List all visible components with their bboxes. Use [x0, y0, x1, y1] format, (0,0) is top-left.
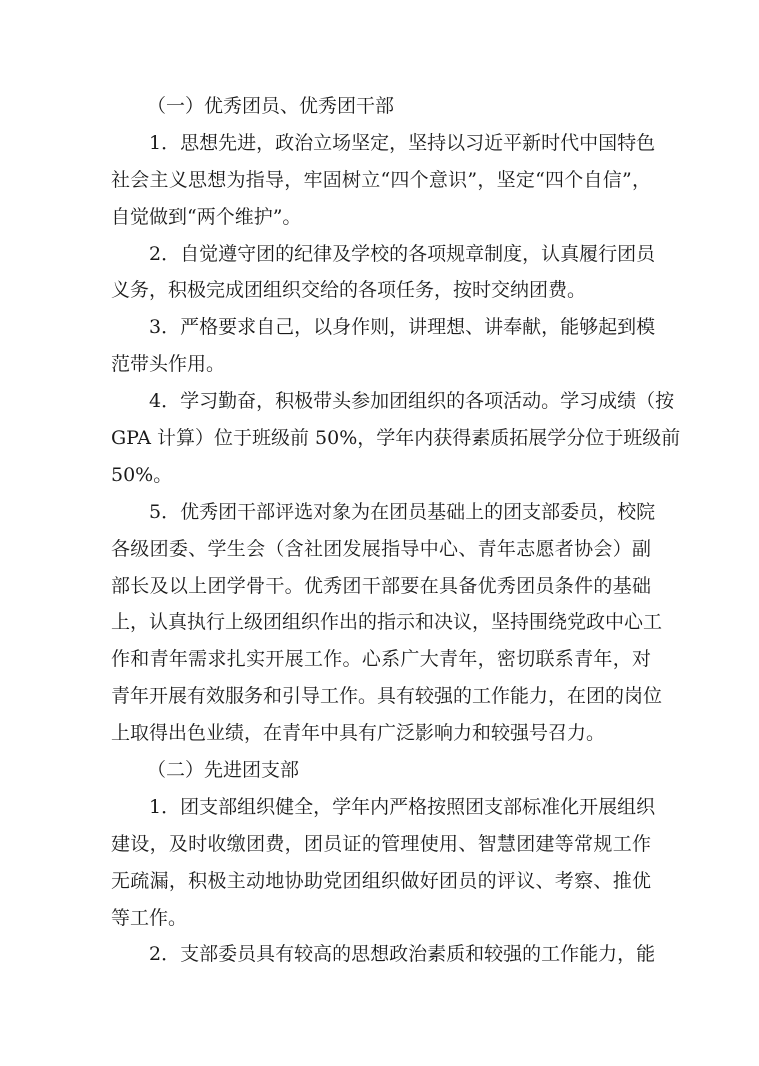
item-2-1 — [111, 789, 656, 937]
paragraph-line: GPA 计算）位于班级前 50%，学年内获得素质拓展学分位于班级前 — [111, 427, 681, 450]
document-page — [111, 88, 681, 973]
section-heading-1: （一）优秀团员、优秀团干部 — [147, 95, 395, 117]
paragraph-line: 各级团委、学生会（含社团发展指导中心、青年志愿者协会）副 — [111, 537, 651, 560]
paragraph-line: 青年开展有效服务和引导工作。具有较强的工作能力，在团的岗位 — [111, 685, 663, 708]
paragraph-line: 范带头作用。 — [111, 353, 226, 376]
paragraph-line: 建设，及时收缴团费，团员证的管理使用、智慧团建等常规工作 — [111, 832, 651, 855]
paragraph-line: 作和青年需求扎实开展工作。心系广大青年，密切联系青年，对 — [111, 648, 651, 671]
paragraph-line: 上取得出色业绩，在青年中具有广泛影响力和较强号召力。 — [111, 722, 606, 745]
paragraph-line: 无疏漏，积极主动地协助党团组织做好团员的评议、考察、推优 — [111, 869, 651, 892]
item-1-1 — [111, 125, 656, 236]
section-heading-2: （二）先进团支部 — [147, 759, 300, 782]
paragraph-line: 5．优秀团干部评选对象为在团员基础上的团支部委员，校院 — [149, 500, 656, 523]
paragraph-line: 4．学习勤奋，积极带头参加团组织的各项活动。学习成绩（按 — [149, 390, 675, 413]
paragraph-line: 1．思想先进，政治立场坚定，坚持以习近平新时代中国特色 — [149, 131, 656, 154]
paragraph-line: 义务，积极完成团组织交给的各项任务，按时交纳团费。 — [111, 279, 587, 302]
item-1-5 — [111, 494, 663, 752]
paragraph-line: 3．严格要求自己，以身作则，讲理想、讲奉献，能够起到模 — [149, 316, 656, 339]
paragraph-line: 2．自觉遵守团的纪律及学校的各项规章制度，认真履行团员 — [149, 242, 656, 265]
paragraph-line: 1．团支部组织健全，学年内严格按照团支部标准化开展组织 — [149, 795, 656, 818]
item-2-2 — [111, 936, 656, 973]
item-1-3 — [111, 309, 656, 383]
paragraph-line: 50%。 — [111, 463, 173, 486]
item-1-2 — [111, 236, 656, 310]
paragraph-line: 社会主义思想为指导，牢固树立“四个意识”，坚定“四个自信”， — [111, 168, 651, 191]
paragraph-line: 2．支部委员具有较高的思想政治素质和较强的工作能力，能 — [149, 943, 656, 966]
paragraph-line: 部长及以上团学骨干。优秀团干部要在具备优秀团员条件的基础 — [111, 574, 651, 597]
paragraph-line: 上，认真执行上级团组织作出的指示和决议，坚持围绕党政中心工 — [111, 611, 663, 634]
item-1-4 — [111, 383, 681, 494]
paragraph-line: 等工作。 — [111, 906, 188, 929]
paragraph-line: 自觉做到“两个维护”。 — [111, 205, 302, 228]
